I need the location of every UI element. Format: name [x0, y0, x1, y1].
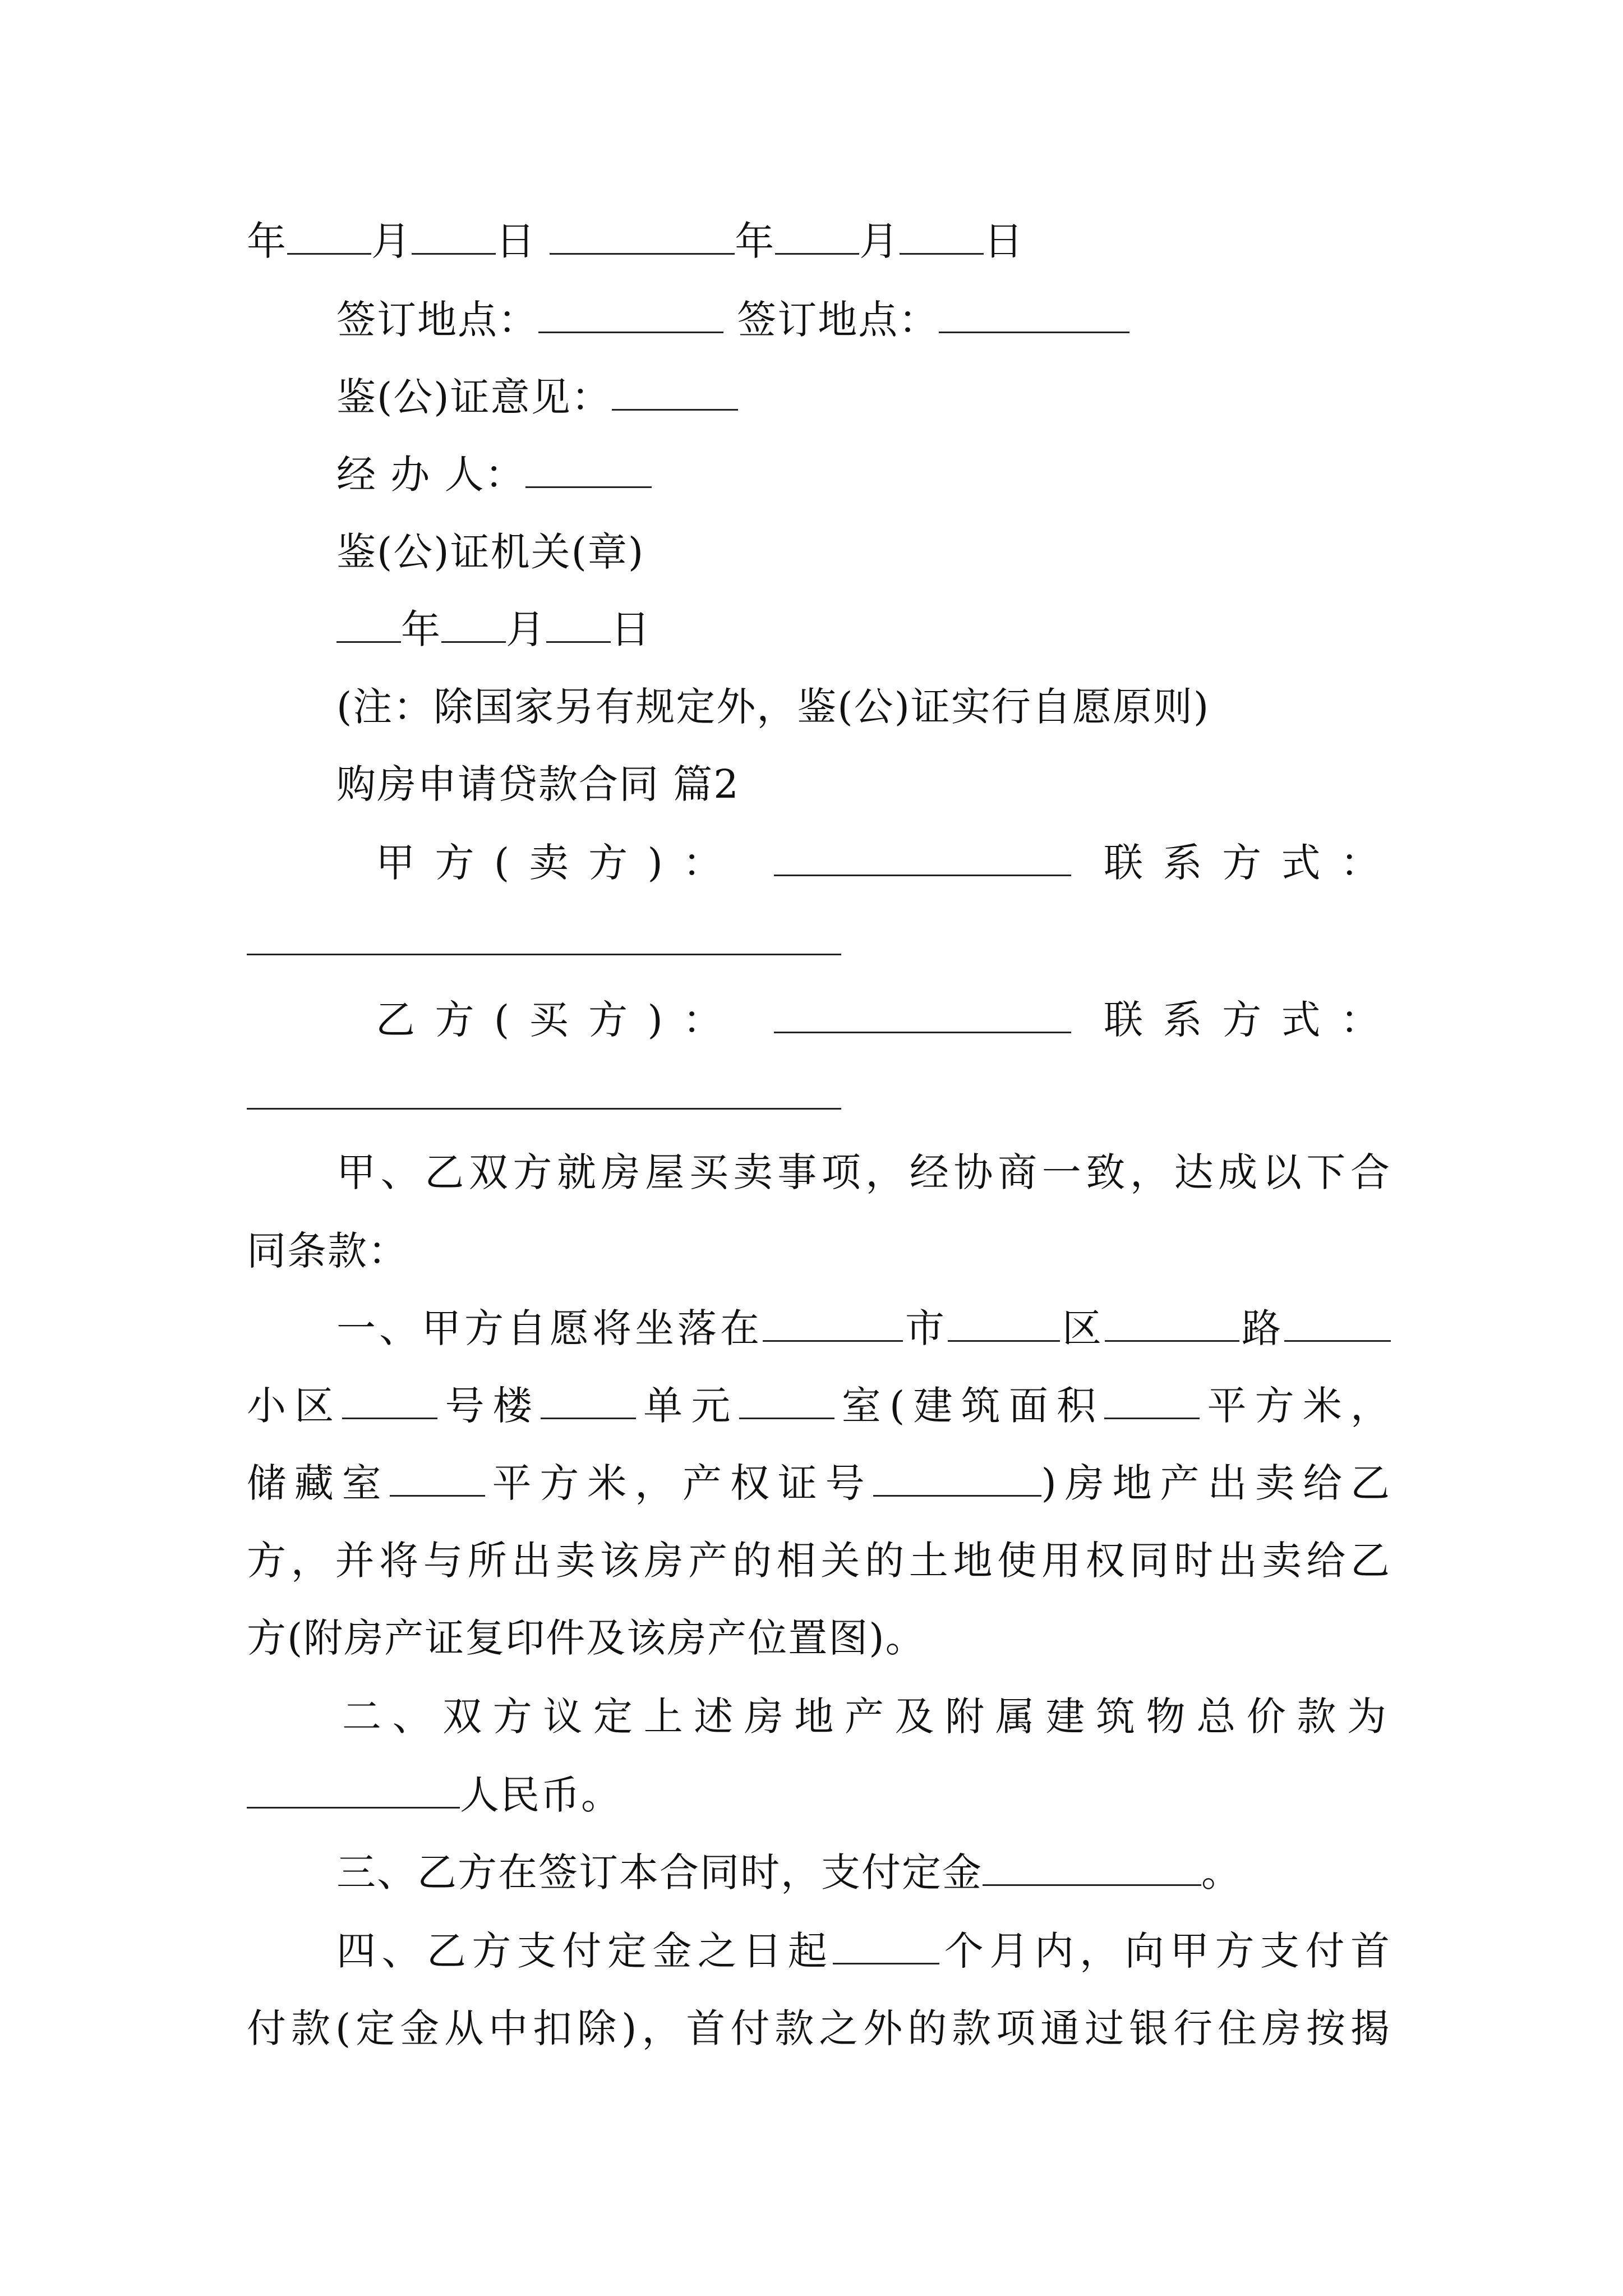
blank-year — [336, 604, 401, 643]
date-row-2: 年 月 日 — [336, 601, 651, 657]
section-title: 购房申请贷款合同 篇2 — [336, 761, 740, 807]
clause-1-line-5: 方(附房产证复印件及该房产位置图)。 — [247, 1615, 926, 1661]
party-a-row: 甲方(卖方)： 联系方式： — [247, 835, 1391, 891]
blank-sign-place — [939, 295, 1129, 333]
blank-area — [1104, 1381, 1200, 1419]
clause-3: 三、乙方在签订本合同时，支付定金 。 — [336, 1844, 1242, 1901]
blank-district — [948, 1303, 1060, 1342]
blank-road — [1105, 1303, 1239, 1342]
blank-month — [775, 216, 859, 255]
notary-opinion-row: 鉴(公)证意见： — [336, 369, 738, 425]
blank-notary-opinion — [612, 372, 738, 411]
clause-2-line-1: 二、双方议定上述房地产及附属建筑物总价款为 — [342, 1694, 1391, 1740]
blank-month — [441, 604, 506, 643]
blank-total-price — [247, 1770, 460, 1809]
blank-party-a — [774, 838, 1071, 876]
intro-line-1: 甲、乙双方就房屋买卖事项，经协商一致，达成以下合 — [336, 1149, 1391, 1195]
blank-handler — [525, 449, 652, 488]
clause-4-line-2: 付款(定金从中扣除)，首付款之外的款项通过银行住房按揭 — [247, 2005, 1391, 2051]
blank-party-a-contact — [247, 954, 841, 955]
blank-road-no — [1284, 1303, 1391, 1342]
party-b-row: 乙方(买方)： 联系方式： — [247, 992, 1391, 1048]
blank-city — [763, 1303, 903, 1342]
notary-office-row: 鉴(公)证机关(章) — [336, 529, 645, 575]
date-row: 年 月 日 年 月 日 — [247, 213, 1024, 269]
blank-community — [342, 1381, 437, 1419]
blank-storage-area — [390, 1458, 485, 1497]
blank-sign-place — [538, 295, 723, 333]
blank-party-b-contact — [247, 1108, 841, 1110]
clause-4-line-1: 四、乙方支付定金之日起 个月内，向甲方支付首 — [247, 1923, 1391, 1979]
sign-place-row: 签订地点： 签订地点： — [336, 292, 1129, 348]
intro-line-2: 同条款： — [247, 1228, 408, 1274]
blank-certificate-no — [873, 1458, 1041, 1497]
blank-months — [833, 1926, 939, 1964]
blank-day — [412, 216, 496, 255]
blank-deposit — [983, 1847, 1201, 1886]
note: (注：除国家另有规定外，鉴(公)证实行自愿原则) — [336, 684, 1210, 730]
clause-1-line-3: 储藏室 平方米，产权证号 )房地产出卖给乙 — [247, 1455, 1391, 1511]
clause-1-line-1: 一、甲方自愿将坐落在 市 区 路 — [247, 1300, 1391, 1356]
blank-year — [550, 216, 735, 255]
blank-party-b — [774, 995, 1071, 1033]
handler-row: 经 办 人： — [336, 447, 652, 503]
clause-1-line-4: 方，并将与所出卖该房产的相关的土地使用权同时出卖给乙 — [247, 1538, 1391, 1584]
blank-unit — [739, 1381, 834, 1419]
clause-2-line-2: 人民币。 — [247, 1767, 621, 1823]
blank-day — [546, 604, 611, 643]
blank-month — [287, 216, 371, 255]
clause-1-line-2: 小区 号楼 单元 室(建筑面积 平方米， — [247, 1378, 1391, 1434]
blank-building — [541, 1381, 636, 1419]
blank-day — [900, 216, 984, 255]
